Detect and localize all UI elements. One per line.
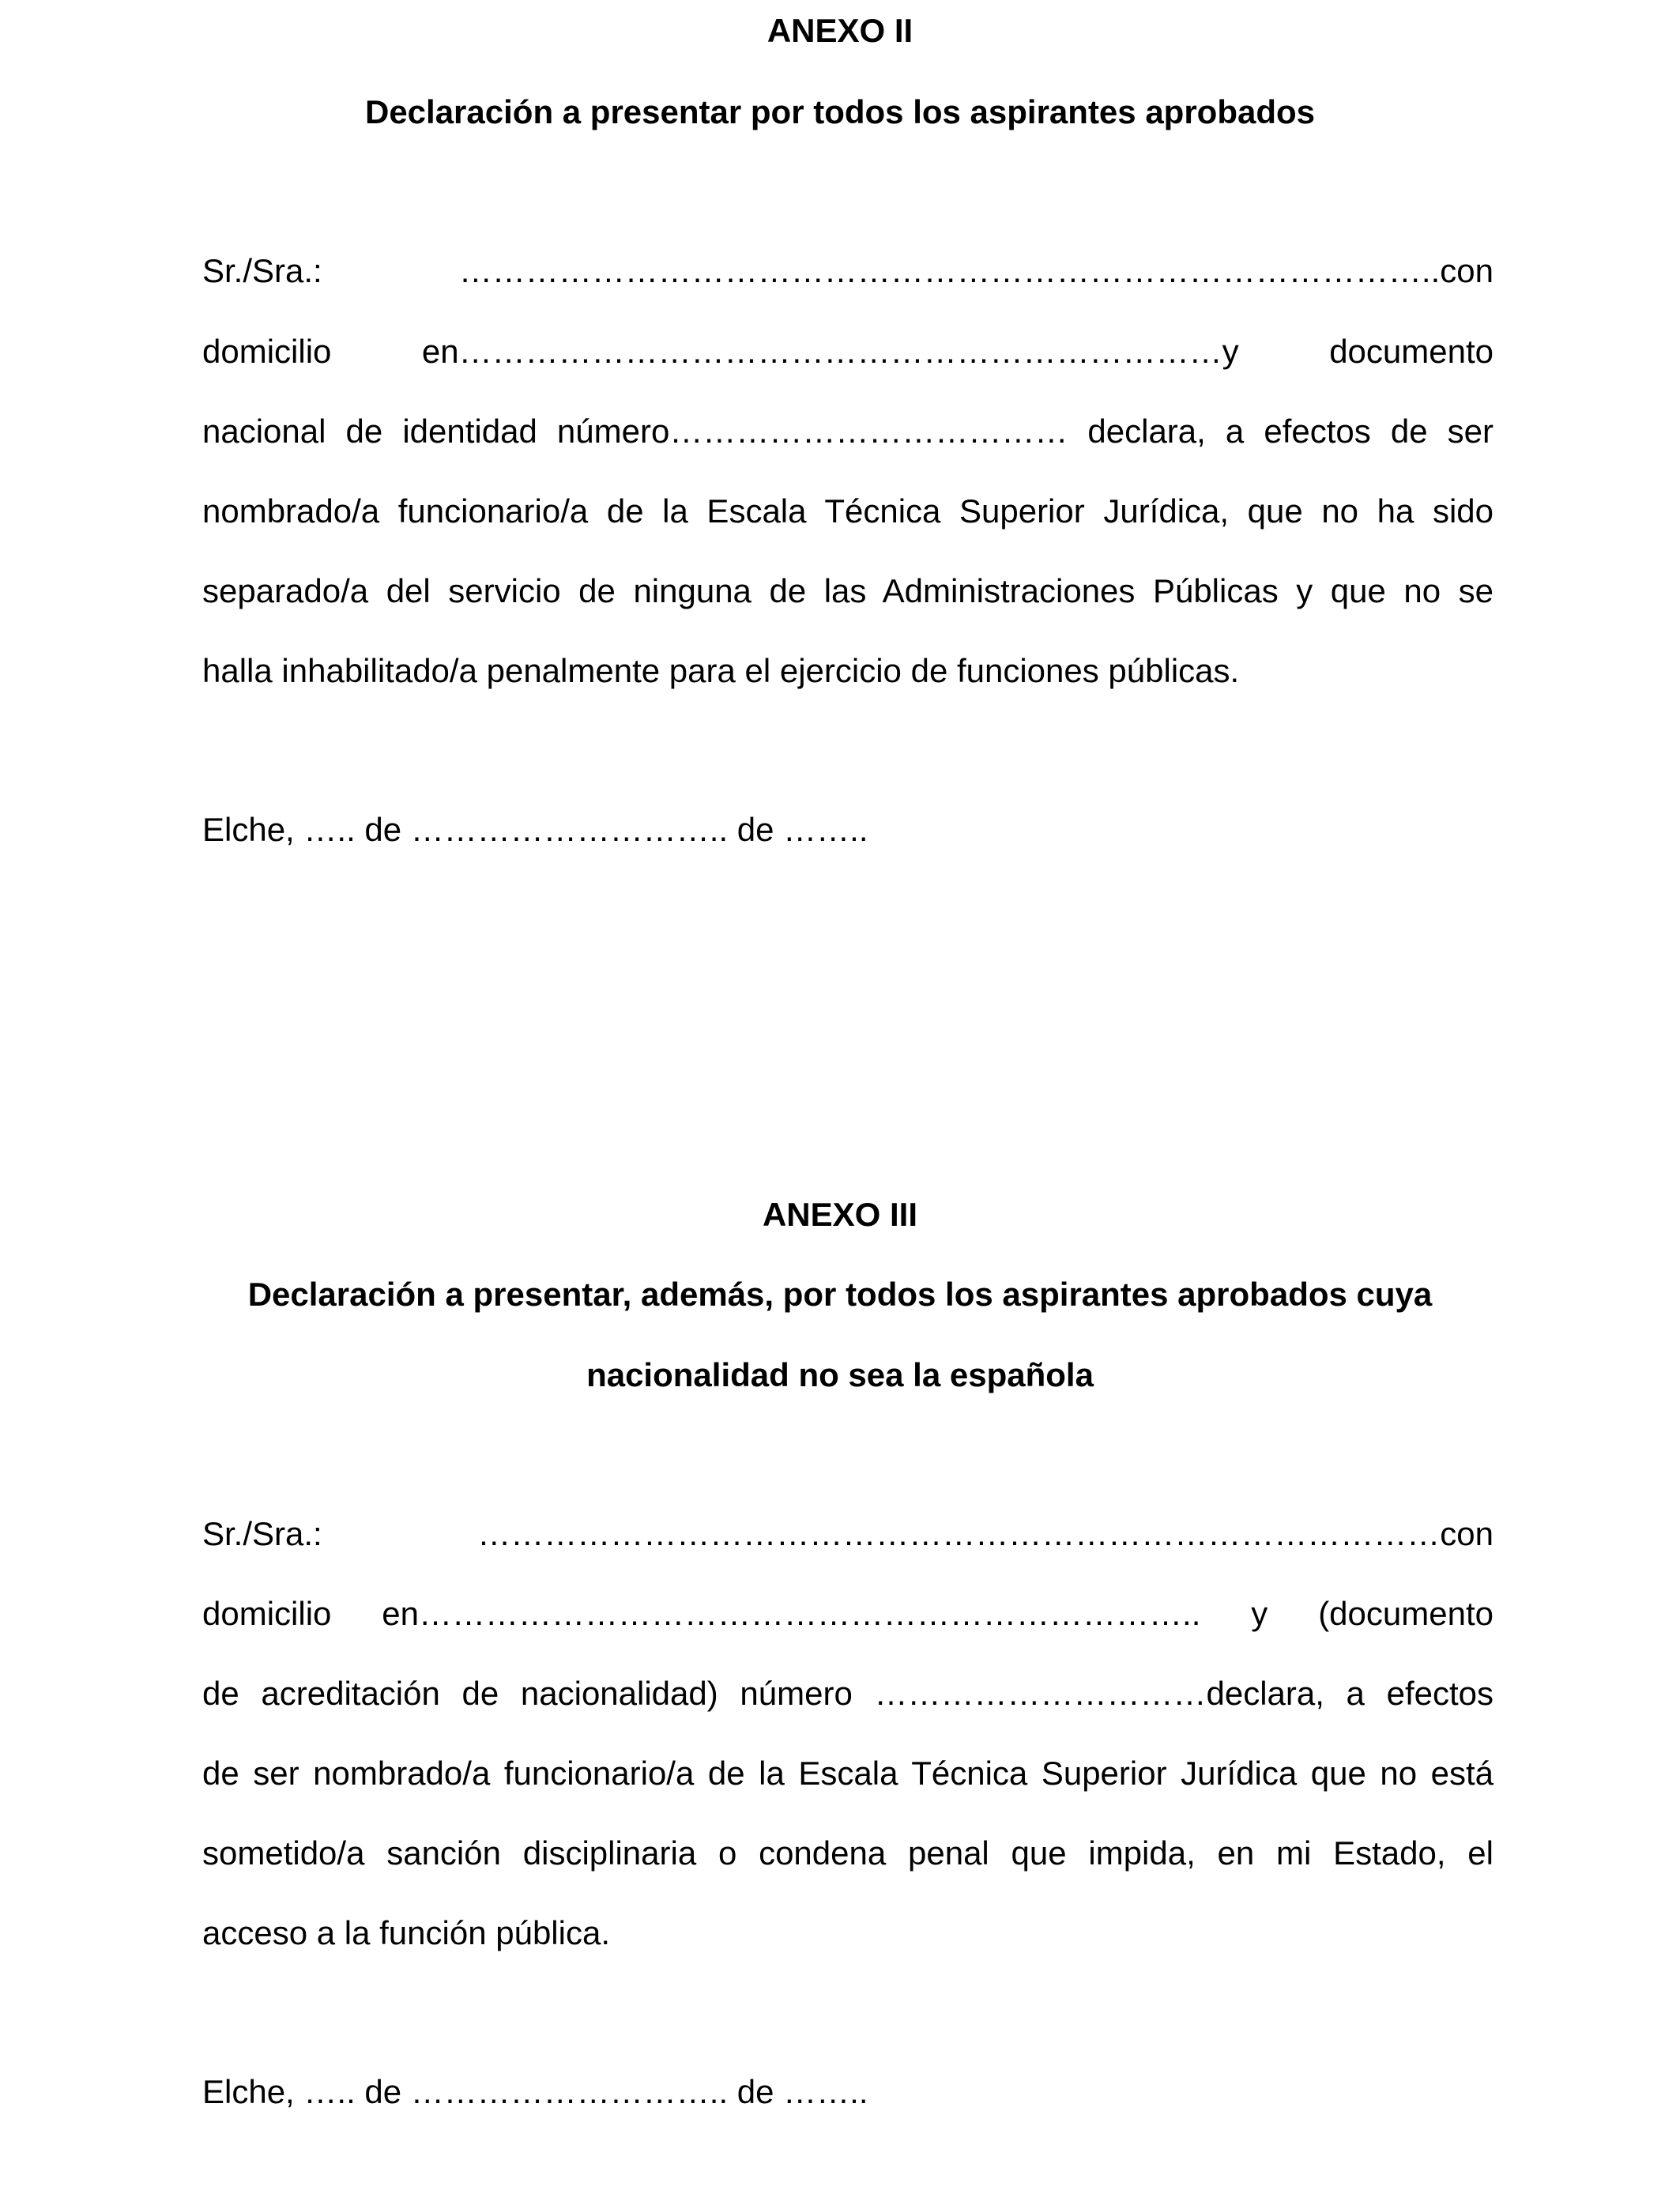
annex-iii-date-line: Elche, ….. de ……………………….. de …….. bbox=[202, 2073, 868, 2110]
annex-ii-line-1: Sr./Sra.: ……………………………………………………………………………..con bbox=[202, 252, 1494, 289]
annex-ii-line-3: nacional de identidad número……………………………… declara, a efectos de ser bbox=[202, 413, 1494, 450]
annex-iii-line-4: de ser nombrado/a funcionario/a de la Escala Técnica Superior Jurídica que no está bbox=[202, 1755, 1494, 1792]
annex-ii-date-line: Elche, ….. de ……………………….. de …….. bbox=[202, 811, 868, 848]
annex-ii-line-5: separado/a del servicio de ninguna de las Administraciones Públicas y que no se bbox=[202, 572, 1494, 609]
annex-ii-line-4: nombrado/a funcionario/a de la Escala Técnica Superior Jurídica, que no ha sido bbox=[202, 492, 1494, 530]
annex-iii-subtitle-line-2: nacionalidad no sea la española bbox=[586, 1356, 1094, 1393]
annex-ii-line-2: domicilio en……………………………………………………………y documento bbox=[202, 333, 1494, 370]
annex-iii-subtitle-line-1: Declaración a presentar, además, por todos los aspirantes aprobados cuya bbox=[247, 1276, 1433, 1313]
annex-ii-subtitle: Declaración a presentar por todos los aspirantes aprobados bbox=[364, 93, 1316, 130]
annex-iii-line-5: sometido/a sanción disciplinaria o condena penal que impida, en mi Estado, el bbox=[202, 1834, 1494, 1872]
annex-iii-line-2: domicilio en…………………………………………………………….. y (documento bbox=[202, 1595, 1494, 1632]
annex-ii-title: ANEXO II bbox=[767, 12, 913, 49]
annex-iii-line-1: Sr./Sra.: ……………………………………………………………………………con bbox=[202, 1515, 1494, 1552]
annex-iii-line-3: de acreditación de nacionalidad) número …………………………declara, a efectos bbox=[202, 1675, 1494, 1712]
annex-iii-line-6: acceso a la función pública. bbox=[202, 1914, 610, 1951]
annex-ii-line-6: halla inhabilitado/a penalmente para el ejercicio de funciones públicas. bbox=[202, 652, 1240, 689]
annex-iii-title: ANEXO III bbox=[762, 1196, 918, 1233]
